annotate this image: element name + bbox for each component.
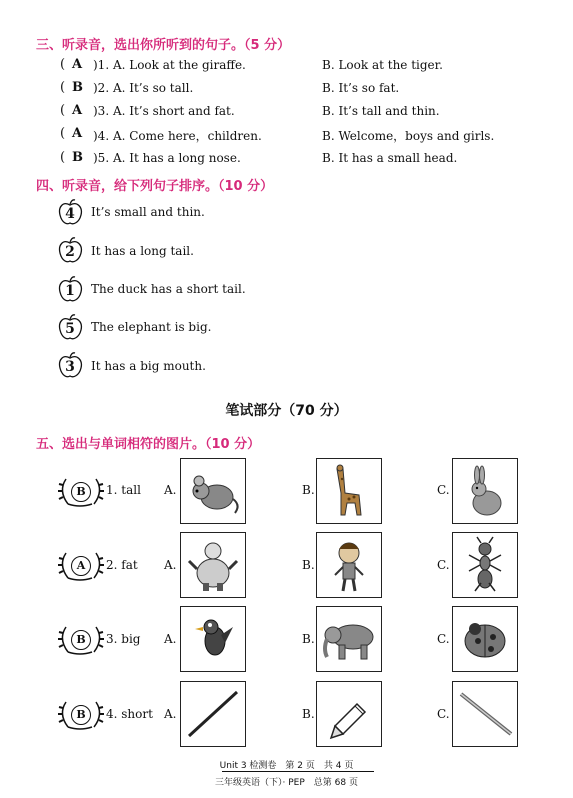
word-label: 3. big [106,632,141,646]
footer-divider [222,771,374,772]
elephant-icon[interactable] [316,606,382,672]
apple-icon[interactable] [58,275,84,303]
order-number: 2 [65,244,75,260]
sentence-text: It has a long tail. [91,244,194,258]
order-number: 1 [65,283,75,299]
order-number: 4 [65,206,75,222]
option-b-text: B. Welcome，boys and girls. [322,129,495,143]
apple-icon[interactable] [58,198,84,226]
option-label: A. [164,632,177,646]
ladybug-icon[interactable] [452,606,518,672]
open-paren: ( [60,57,66,72]
option-label: A. [164,558,177,572]
laurel-badge[interactable] [56,473,106,509]
open-paren: ( [60,150,66,165]
option-b-text: B. Look at the tiger. [322,58,443,72]
answer-letter: A [71,556,91,576]
section4-title: 四、听录音，给下列句子排序。（10 分） [36,179,274,194]
order-number: 3 [65,359,75,375]
sentence-text: The duck has a short tail. [91,282,246,296]
sentence-text: It has a big mouth. [91,359,206,373]
section5-title: 五、选出与单词相符的图片。（10 分） [36,437,261,452]
fat-man-icon[interactable] [180,532,246,598]
option-label: C. [437,632,450,646]
long-pencil-icon[interactable] [180,681,246,747]
answer-letter[interactable]: A [72,57,83,72]
laurel-badge[interactable] [56,696,106,732]
footer-line2: 三年级英语（下）· PEP 总第 68 页 [215,778,358,788]
footer-line1: Unit 3 检测卷 第 2 页 共 4 页 [219,761,354,771]
open-paren: ( [60,80,66,95]
option-label: C. [437,558,450,572]
list-item [0,57,573,77]
long-pen-icon[interactable] [452,681,518,747]
option-label: A. [164,707,177,721]
apple-icon[interactable] [58,351,84,379]
option-label: B. [302,707,315,721]
option-a-text: )3. A. It’s short and fat. [93,104,235,118]
option-a-text: )5. A. It has a long nose. [93,151,241,165]
option-label: B. [302,632,315,646]
bird-icon[interactable] [180,606,246,672]
option-label: A. [164,483,177,497]
short-pencil-icon[interactable] [316,681,382,747]
answer-letter[interactable]: A [72,126,83,141]
sentence-text: The elephant is big. [91,320,212,334]
word-label: 4. short [106,707,153,721]
answer-letter: B [71,482,91,502]
ant-icon[interactable] [452,532,518,598]
giraffe-icon[interactable] [316,458,382,524]
option-b-text: B. It has a small head. [322,151,458,165]
sentence-text: It’s small and thin. [91,205,205,219]
rabbit-icon[interactable] [452,458,518,524]
boy-icon[interactable] [316,532,382,598]
option-a-text: )2. A. It’s so tall. [93,81,194,95]
list-item [0,150,573,170]
list-item [0,103,573,123]
written-part-title: 笔试部分（70 分） [225,403,348,419]
option-label: B. [302,558,315,572]
word-label: 1. tall [106,483,141,497]
list-item [0,126,573,146]
word-label: 2. fat [106,558,138,572]
order-number: 5 [65,321,75,337]
option-b-text: B. It’s tall and thin. [322,104,440,118]
option-b-text: B. It’s so fat. [322,81,400,95]
list-item [0,80,573,100]
option-label: C. [437,483,450,497]
mouse-icon[interactable] [180,458,246,524]
option-a-text: )1. A. Look at the giraffe. [93,58,246,72]
answer-letter[interactable]: B [72,80,83,95]
section3-title: 三、听录音，选出你所听到的句子。（5 分） [36,38,291,53]
answer-letter: B [71,705,91,725]
open-paren: ( [60,103,66,118]
laurel-badge[interactable] [56,621,106,657]
apple-icon[interactable] [58,313,84,341]
laurel-badge[interactable] [56,547,106,583]
answer-letter[interactable]: B [72,150,83,165]
answer-letter: B [71,630,91,650]
option-a-text: )4. A. Come here，children. [93,129,262,143]
option-label: B. [302,483,315,497]
answer-letter[interactable]: A [72,103,83,118]
apple-icon[interactable] [58,236,84,264]
option-label: C. [437,707,450,721]
open-paren: ( [60,126,66,141]
